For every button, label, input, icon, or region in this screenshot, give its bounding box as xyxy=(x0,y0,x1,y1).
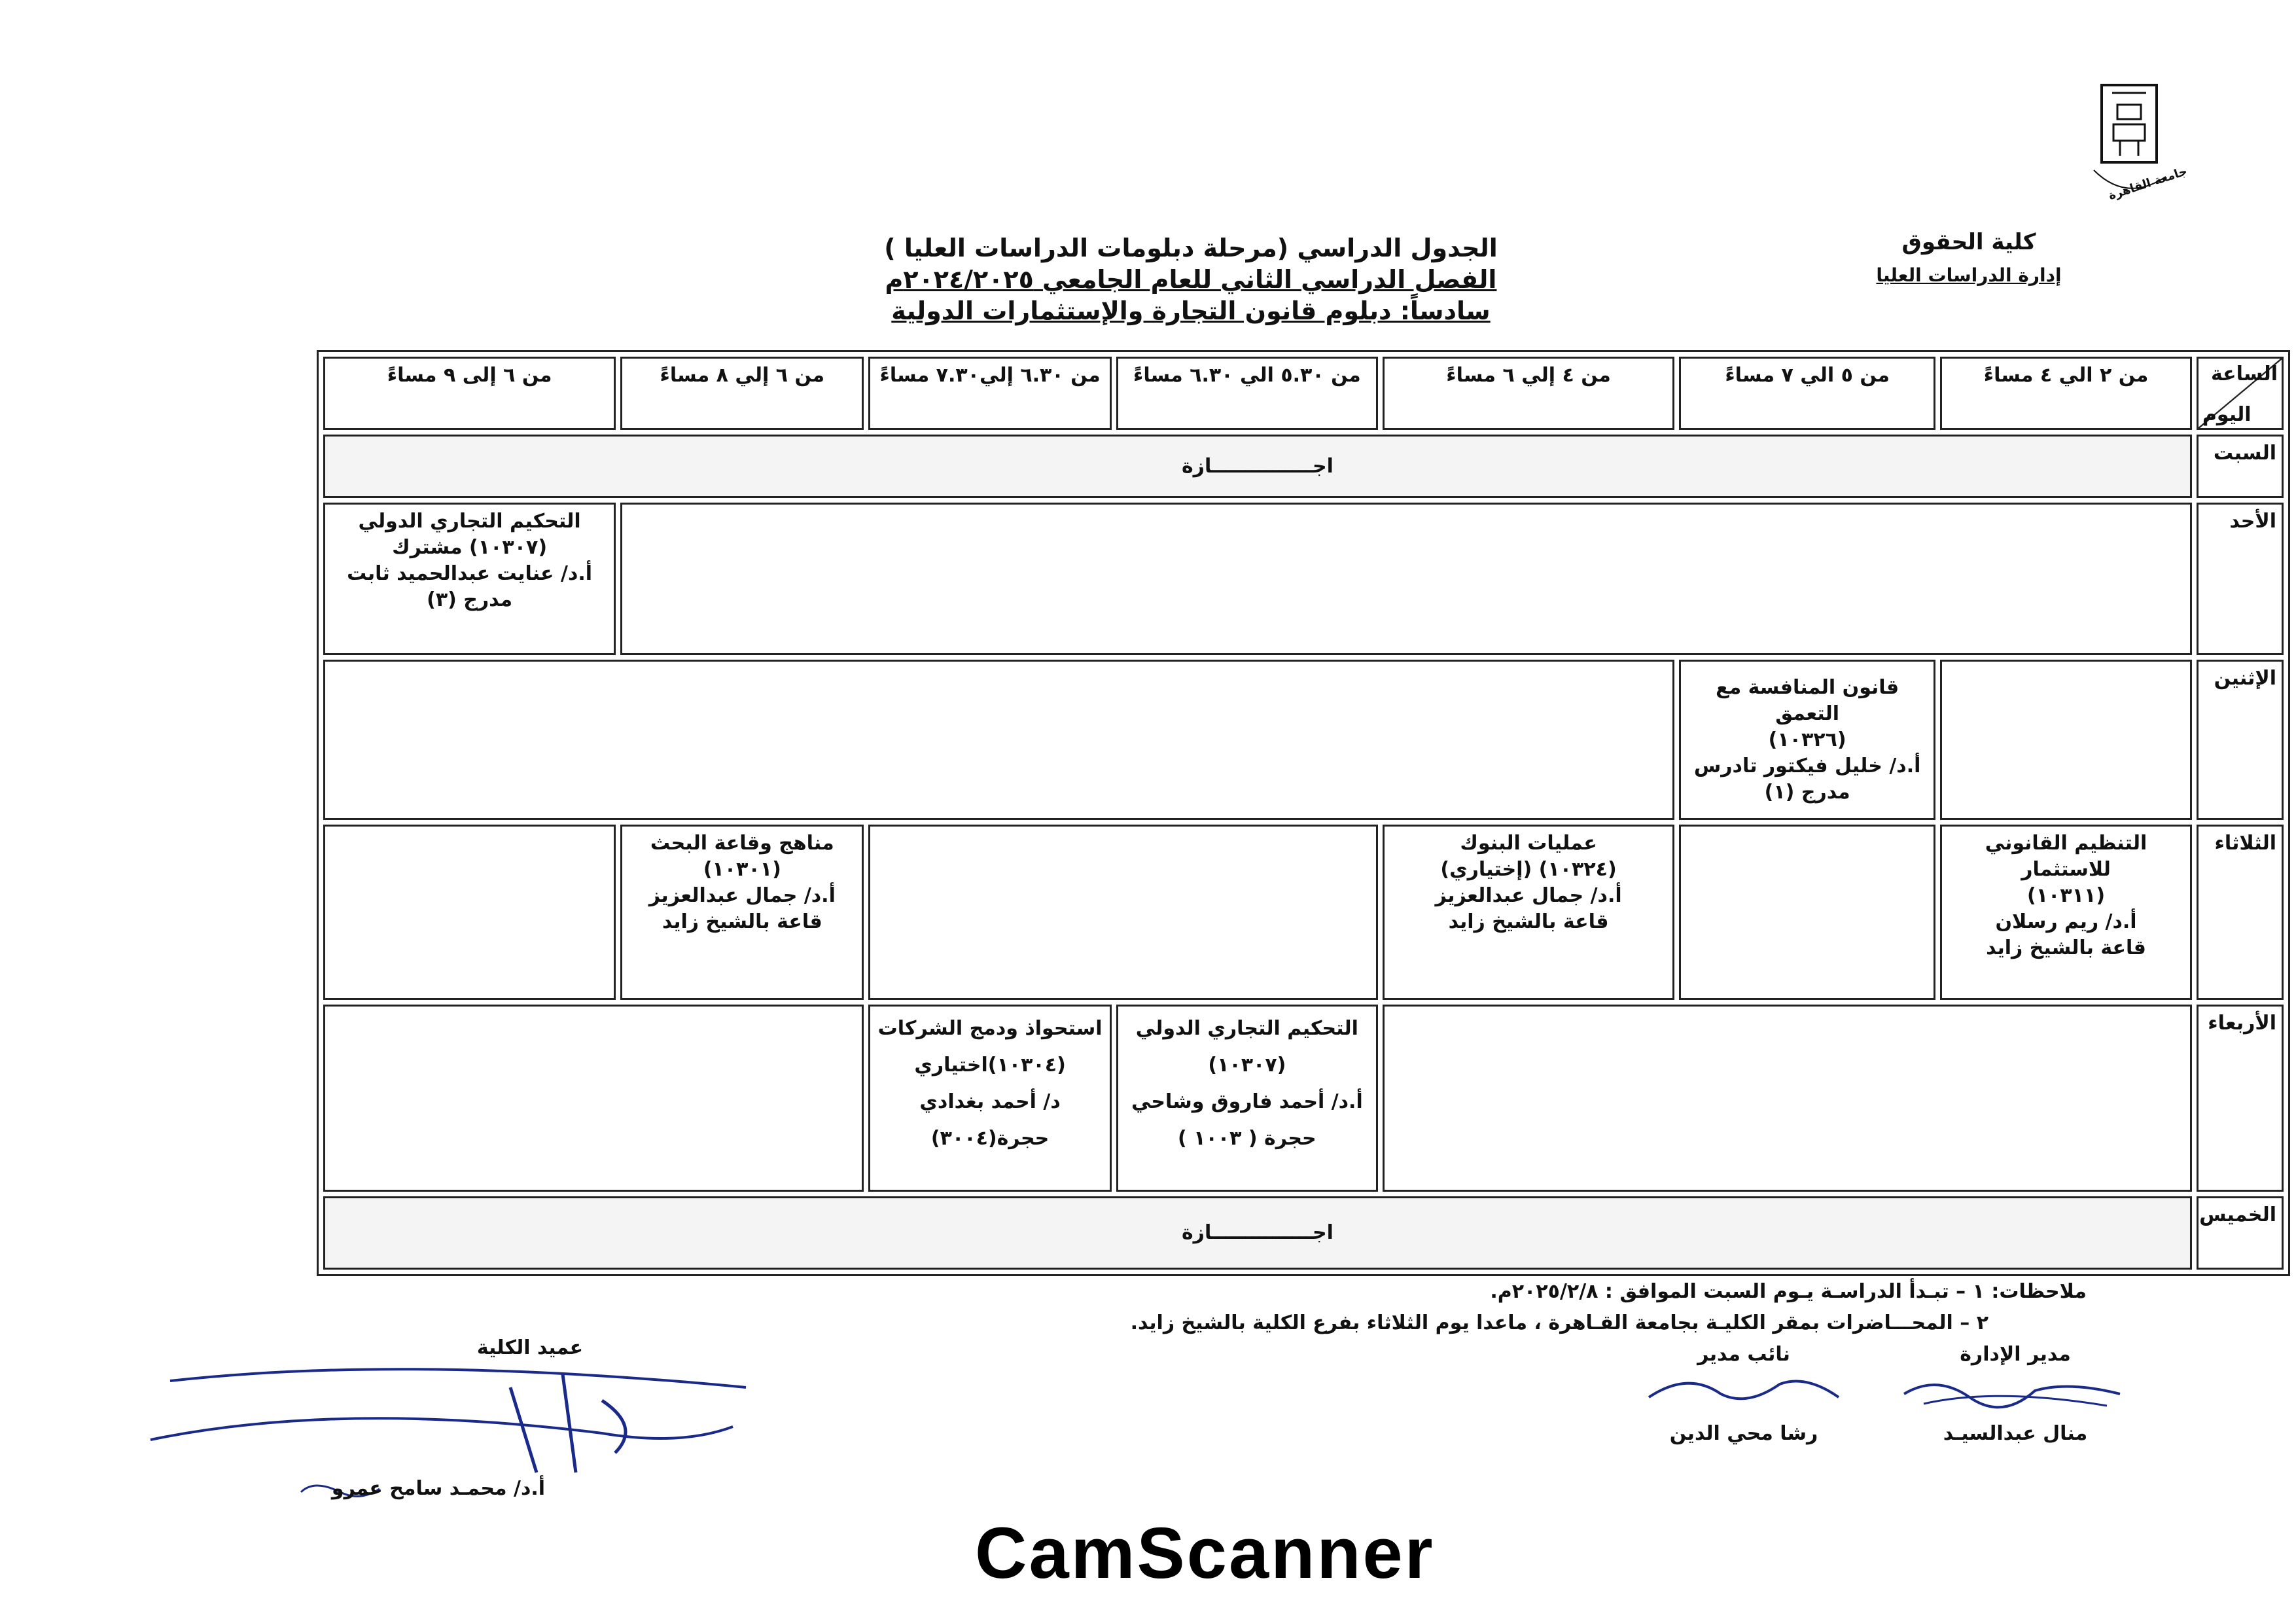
day-saturday: السبت xyxy=(2197,435,2284,498)
row-thursday xyxy=(323,1196,2284,1270)
row-monday xyxy=(323,660,2284,820)
dean-signature-block xyxy=(262,1335,720,1361)
empty-cell xyxy=(1940,660,2192,820)
course-name: قانون المنافسة مع التعمق xyxy=(1716,675,1899,725)
course-cell xyxy=(1383,825,1674,1000)
course-name: التحكيم التجاري الدولي xyxy=(1135,1016,1358,1040)
course-name: التحكيم التجاري الدولي xyxy=(358,510,581,533)
title-line-2: الفصل الدراسي الثاني للعام الجامعي ٢٠٢٤/٢٠٢٥م xyxy=(885,265,1497,294)
faculty-name: كلية الحقوق xyxy=(1901,229,2036,255)
logo-caption: جامعة القاهرة xyxy=(2106,164,2189,203)
course-name: عمليات البنوك xyxy=(1460,832,1597,855)
row-saturday xyxy=(323,435,2284,498)
course-cell xyxy=(323,503,616,655)
watermark-text: CamScanner xyxy=(975,1513,1435,1594)
dean-name: أ.د/ محمـد سامح عمرو xyxy=(331,1477,546,1500)
admin-signature-block xyxy=(1898,1342,2133,1447)
deputy-signature-block xyxy=(1636,1342,1852,1447)
course-room: حجرة ( ١٠٠٣ ) xyxy=(1178,1126,1316,1150)
course-room: مدرج (٣) xyxy=(427,588,513,612)
course-room: قاعة بالشيخ زايد xyxy=(1986,936,2146,960)
time-slot: من ٥ الي ٧ مساءً xyxy=(1679,357,1935,430)
row-wednesday xyxy=(323,1005,2284,1192)
holiday-cell: اجـــــــــــــــازة xyxy=(323,1196,2192,1270)
corner-hour-label: الساعة xyxy=(2210,363,2278,385)
course-room: قاعة بالشيخ زايد xyxy=(662,910,822,934)
department-name: إدارة الدراسات العليا xyxy=(1876,264,2062,286)
title-line-1: الجدول الدراسي (مرحلة دبلومات الدراسات العليا ) xyxy=(884,234,1498,262)
time-slot: من ٥.٣٠ الي ٦.٣٠ مساءً xyxy=(1116,357,1378,430)
course-code: (١٠٣٢٦) xyxy=(1768,728,1846,751)
empty-cell xyxy=(868,825,1378,1000)
course-cell xyxy=(620,825,864,1000)
course-cell xyxy=(1116,1005,1378,1192)
holiday-cell: اجـــــــــــــــازة xyxy=(323,435,2192,498)
corner-cell xyxy=(2197,357,2284,430)
course-cell xyxy=(1679,660,1935,820)
course-lecturer: أ.د/ أحمد فاروق وشاحي xyxy=(1131,1090,1363,1113)
course-room: حجرة(٣٠٠٤) xyxy=(930,1126,1050,1150)
empty-cell xyxy=(1383,1005,2192,1192)
empty-cell xyxy=(323,660,1674,820)
day-sunday: الأحد xyxy=(2197,503,2284,655)
course-lecturer: أ.د/ جمال عبدالعزيز xyxy=(648,884,836,908)
day-wednesday: الأربعاء xyxy=(2197,1005,2284,1192)
course-lecturer: أ.د/ ريم رسلان xyxy=(1995,910,2137,934)
row-sunday xyxy=(323,503,2284,655)
course-lecturer: أ.د/ عنايت عبدالحميد ثابت xyxy=(347,562,593,586)
deputy-name: رشا محي الدين xyxy=(1669,1422,1818,1445)
course-name: التنظيم القانوني للاستثمار xyxy=(1985,832,2147,882)
admin-title: مدير الإدارة xyxy=(1960,1343,2071,1366)
empty-cell xyxy=(323,1005,864,1192)
empty-cell xyxy=(1679,825,1935,1000)
course-lecturer: أ.د/ خليل فيكتور تادرس xyxy=(1693,754,1921,777)
course-cell xyxy=(868,1005,1111,1192)
empty-cell xyxy=(323,825,616,1000)
course-code: (١٠٣٠١) xyxy=(703,858,781,882)
deputy-signature-scribble xyxy=(1636,1368,1852,1414)
note-line-2: ٢ – المحـــاضرات بمقر الكليـة بجامعة القـاهرة ، ماعدا يوم الثلاثاء بفرع الكلية بالشيخ زايد. xyxy=(1130,1311,1988,1334)
course-cell xyxy=(1940,825,2192,1000)
time-slot: من ٢ الي ٤ مساءً xyxy=(1940,357,2192,430)
row-tuesday xyxy=(323,825,2284,1000)
faculty-block xyxy=(1831,229,2106,295)
note-line-1: ملاحظات: ١ – تبـدأ الدراسـة يـوم السبت الموافق : ٢٠٢٥/٢/٨م. xyxy=(1490,1280,2087,1303)
course-name: استحواذ ودمج الشركات xyxy=(877,1016,1103,1040)
time-slot: من ٦ إلي ٨ مساءً xyxy=(620,357,864,430)
course-code: (١٠٣٢٤) (إختياري) xyxy=(1440,858,1617,882)
schedule-table xyxy=(317,350,2290,1276)
course-room: قاعة بالشيخ زايد xyxy=(1448,910,1609,934)
course-name: مناهج وقاعة البحث xyxy=(650,832,834,855)
course-lecturer: د/ أحمد بغدادي xyxy=(919,1090,1061,1113)
notes-block xyxy=(843,1276,2087,1339)
course-code: (١٠٣١١) xyxy=(2027,884,2106,908)
university-logo xyxy=(2087,79,2189,203)
dean-title: عميد الكلية xyxy=(476,1336,584,1359)
time-slot: من ٦ إلى ٩ مساءً xyxy=(323,357,616,430)
course-code: (١٠٣٠٧) مشترك xyxy=(392,536,548,560)
admin-name: منال عبدالسيـد xyxy=(1943,1422,2088,1445)
title-line-3: سادساً: دبلوم قانون التجارة والإستثمارات الدولية xyxy=(891,296,1491,325)
deputy-title: نائب مدير xyxy=(1697,1343,1790,1366)
admin-signature-scribble xyxy=(1898,1368,2133,1414)
day-thursday: الخميس xyxy=(2197,1196,2284,1270)
course-lecturer: أ.د/ جمال عبدالعزيز xyxy=(1435,884,1622,908)
schedule-titles xyxy=(824,232,1557,327)
course-code: (١٠٣٠٧) xyxy=(1208,1053,1286,1077)
course-room: مدرج (١) xyxy=(1764,780,1850,804)
header-row xyxy=(323,357,2284,430)
time-slot: من ٤ إلي ٦ مساءً xyxy=(1383,357,1674,430)
time-slot: من ٦.٣٠ إلي٧.٣٠ مساءً xyxy=(868,357,1111,430)
empty-cell xyxy=(620,503,2192,655)
day-tuesday: الثلاثاء xyxy=(2197,825,2284,1000)
course-code: (١٠٣٠٤)اختياري xyxy=(914,1053,1066,1077)
corner-day-label: اليوم xyxy=(2202,403,2252,427)
day-monday: الإثنين xyxy=(2197,660,2284,820)
